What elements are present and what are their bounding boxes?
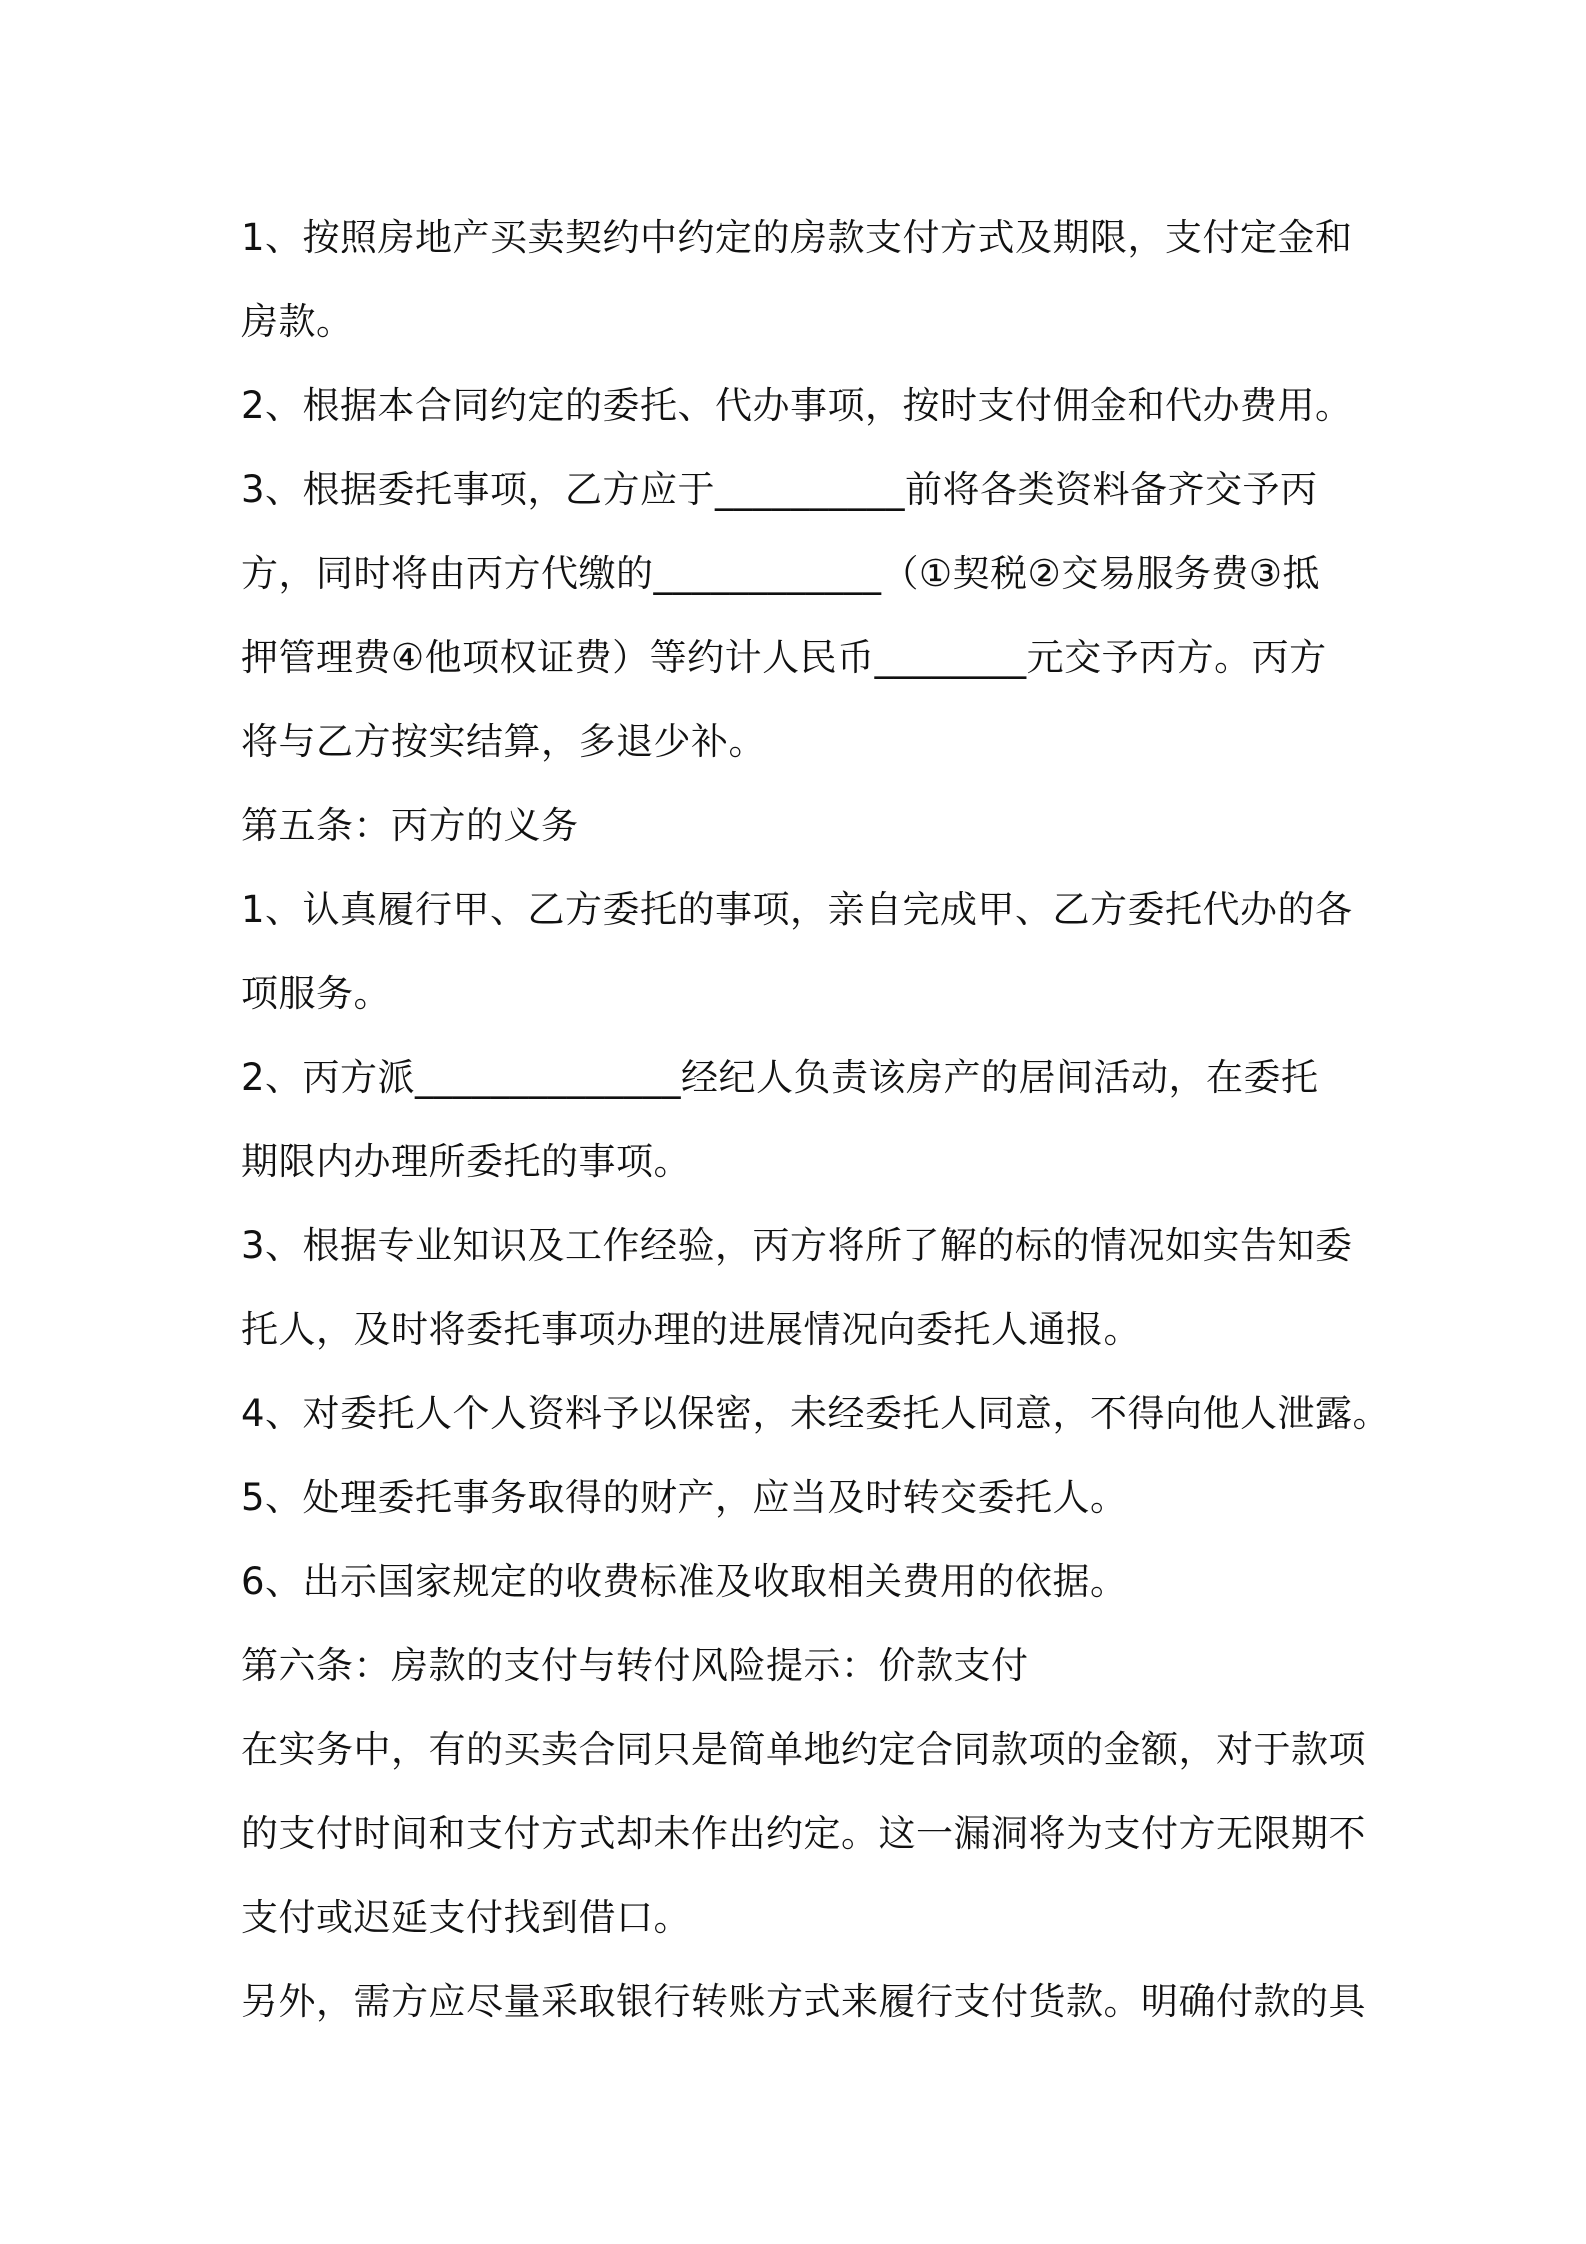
text-line: 的支付时间和支付方式却未作出约定。这一漏洞将为支付方无限期不 [241,1812,1366,1855]
text-line: 支付或迟延支付找到借口。 [241,1896,691,1939]
text-line: 6、出示国家规定的收费标准及收取相关费用的依据。 [241,1560,1128,1603]
section-heading: 第六条：房款的支付与转付风险提示：价款支付 [241,1644,1029,1687]
document-body [241,196,1391,2044]
text-line: 托人，及时将委托事项办理的进展情况向委托人通报。 [241,1308,1141,1351]
text-line: 2、丙方派______________经纪人负责该房产的居间活动，在委托 [241,1056,1319,1099]
text-line: 5、处理委托事务取得的财产，应当及时转交委托人。 [241,1476,1128,1519]
text-line: 另外，需方应尽量采取银行转账方式来履行支付货款。明确付款的具 [241,1980,1366,2023]
section-heading: 第五条：丙方的义务 [241,804,579,847]
text-line: 方，同时将由丙方代缴的____________（①契税②交易服务费③抵 [241,552,1321,595]
text-line: 押管理费④他项权证费）等约计人民币________元交予丙方。丙方 [241,636,1327,679]
text-line: 将与乙方按实结算，多退少补。 [241,720,766,763]
text-line: 3、根据专业知识及工作经验，丙方将所了解的标的情况如实告知委 [241,1224,1353,1267]
text-line: 房款。 [241,300,354,343]
text-line: 4、对委托人个人资料予以保密，未经委托人同意，不得向他人泄露。 [241,1392,1391,1435]
text-line: 在实务中，有的买卖合同只是简单地约定合同款项的金额，对于款项 [241,1728,1366,1771]
text-line: 1、按照房地产买卖契约中约定的房款支付方式及期限，支付定金和 [241,216,1353,259]
text-line: 1、认真履行甲、乙方委托的事项，亲自完成甲、乙方委托代办的各 [241,888,1353,931]
text-line: 项服务。 [241,972,391,1015]
text-line: 期限内办理所委托的事项。 [241,1140,691,1183]
text-line: 3、根据委托事项，乙方应于__________前将各类资料备齐交予丙 [241,468,1318,511]
text-line: 2、根据本合同约定的委托、代办事项，按时支付佣金和代办费用。 [241,384,1353,427]
